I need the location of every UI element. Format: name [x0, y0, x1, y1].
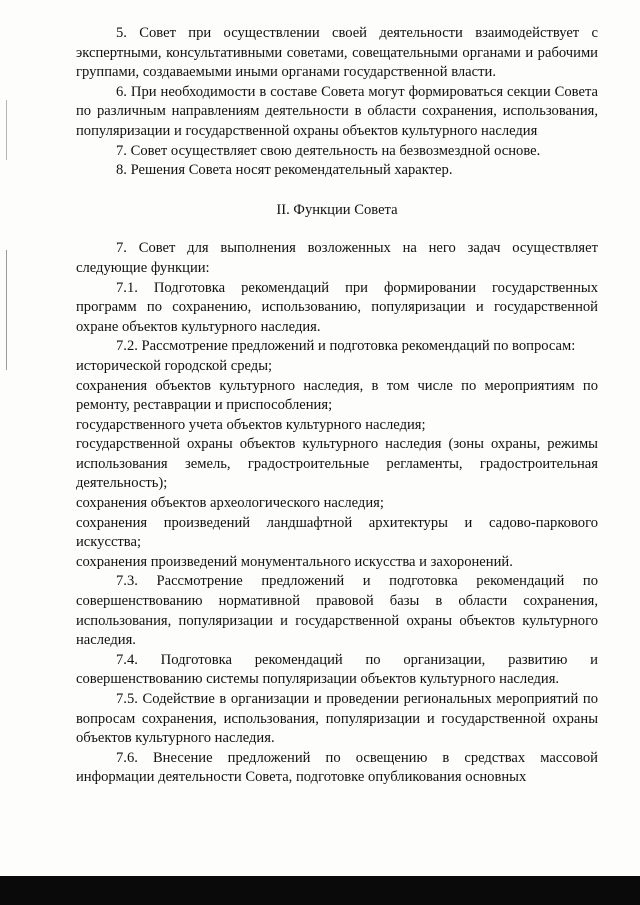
function-7-2: 7.2. Рассмотрение предложений и подготовка рекомендаций по вопросам: — [116, 338, 576, 355]
function-7-2-item: исторической городской среды; — [76, 357, 273, 374]
function-7-2-item: сохранения произведений монументального искусства и захоронений. — [76, 553, 513, 570]
paragraph-8: 8. Решения Совета носят рекомендательный характер. — [116, 162, 453, 179]
function-7-2-item: государственной охраны объектов культурного наследия (зоны охраны, режимы использования земель, градостроительные регламенты, градостроительная деятельность); — [76, 436, 598, 492]
scan-artifact-left-upper — [6, 100, 7, 160]
function-7-4: 7.4. Подготовка рекомендаций по организации, развитию и совершенствованию системы популяризации объектов культурного наследия. — [76, 651, 598, 688]
scan-artifact-bottom-bar — [0, 876, 640, 905]
functions-intro: 7. Совет для выполнения возложенных на него задач осуществляет следующие функции: — [76, 240, 598, 276]
function-7-2-item: государственного учета объектов культурного наследия; — [76, 416, 426, 433]
paragraph-7-free-basis: 7. Совет осуществляет свою деятельность на безвозмездной основе. — [116, 142, 541, 159]
paragraph-5: 5. Совет при осуществлении своей деятельности взаимодействует с экспертными, консультативными советами, совещательными органами и рабочими группами, создаваемыми иными органами государственной власти. — [76, 25, 598, 81]
section-heading: II. Функции Совета — [276, 201, 398, 218]
function-7-3: 7.3. Рассмотрение предложений и подготовка рекомендаций по совершенствованию нормативной правовой базы в области сохранения, использования, популяризации и государственной охраны объектов культурного наследия. — [76, 573, 598, 649]
function-7-1: 7.1. Подготовка рекомендаций при формировании государственных программ по сохранению, использованию, популяризации и государственной охране объектов культурного наследия. — [76, 279, 598, 335]
document-body — [76, 24, 598, 788]
function-7-2-item: сохранения объектов культурного наследия, в том числе по мероприятиям по ремонту, реставрации и приспособления; — [76, 377, 598, 414]
function-7-2-item: сохранения объектов археологического наследия; — [76, 495, 384, 512]
scan-artifact-left — [6, 250, 7, 370]
function-7-5: 7.5. Содействие в организации и проведении региональных мероприятий по вопросам сохранения, использования, популяризации и государственной охраны объектов культурного наследия. — [76, 691, 598, 747]
paragraph-6: 6. При необходимости в составе Совета могут формироваться секции Совета по различным направлениям деятельности в области сохранения, использования, популяризации и государственной охраны объектов культурного наследия — [76, 83, 598, 139]
function-7-6: 7.6. Внесение предложений по освещению в средствах массовой информации деятельности Совета, подготовке опубликования основных — [76, 749, 598, 786]
function-7-2-item: сохранения произведений ландшафтной архитектуры и садово-паркового искусства; — [76, 514, 598, 551]
